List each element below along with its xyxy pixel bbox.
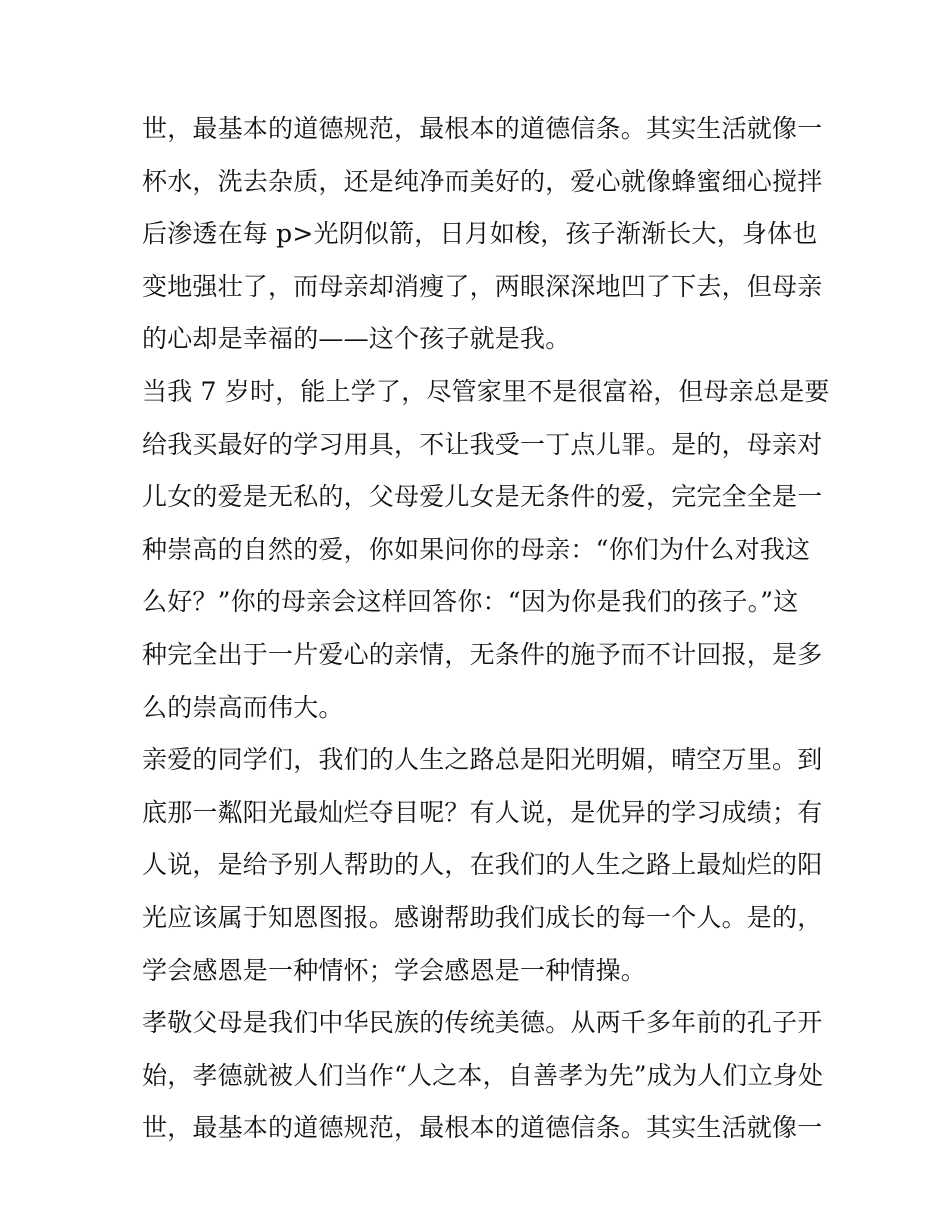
text-line: 儿女的爱是无私的，父母爱儿女是无条件的爱，完完全全是一 [142, 482, 823, 512]
text-line: 变地强壮了，而母亲却消瘦了，两眼深深地凹了下去，但母亲 [142, 271, 823, 301]
text-line: 种崇高的自然的爱，你如果问你的母亲：“你们为什么对我这 [142, 534, 811, 564]
text-line: 么好？”你的母亲会这样回答你：“因为你是我们的孩子。”这 [142, 587, 799, 617]
text-line: 孝敬父母是我们中华民族的传统美德。从两千多年前的孔子开 [142, 1008, 823, 1038]
document-body [142, 103, 830, 1155]
text-line: 种完全出于一片爱心的亲情，无条件的施予而不计回报，是多 [142, 639, 823, 669]
text-line: 给我买最好的学习用具，不让我受一丁点儿罪。是的，母亲对 [142, 429, 823, 459]
text-line: 亲爱的同学们，我们的人生之路总是阳光明媚，晴空万里。到 [142, 745, 823, 775]
text-line: 的心却是幸福的——这个孩子就是我。 [142, 324, 571, 354]
text-line: 始，孝德就被人们当作“人之本，自善孝为先”成为人们立身处 [142, 1060, 824, 1090]
text-line: 杯水，洗去杂质，还是纯净而美好的，爱心就像蜂蜜细心搅拌 [142, 166, 823, 196]
text-line: 当我 7 岁时，能上学了，尽管家里不是很富裕，但母亲总是要 [142, 376, 830, 406]
text-line: 光应该属于知恩图报。感谢帮助我们成长的每一个人。是的， [142, 902, 823, 932]
text-line: 人说，是给予别人帮助的人，在我们的人生之路上最灿烂的阳 [142, 850, 823, 880]
text-line: 世，最基本的道德规范，最根本的道德信条。其实生活就像一 [142, 1113, 823, 1143]
text-line: 底那一粼阳光最灿烂夺目呢？有人说，是优异的学习成绩；有 [142, 797, 823, 827]
text-line: 后渗透在每 p>光阴似箭，日月如梭，孩子渐渐长大，身体也 [142, 219, 818, 249]
text-line: 世，最基本的道德规范，最根本的道德信条。其实生活就像一 [142, 114, 823, 143]
text-line: 学会感恩是一种情怀；学会感恩是一种情操。 [142, 955, 647, 985]
text-line: 么的崇高而伟大。 [142, 692, 344, 722]
